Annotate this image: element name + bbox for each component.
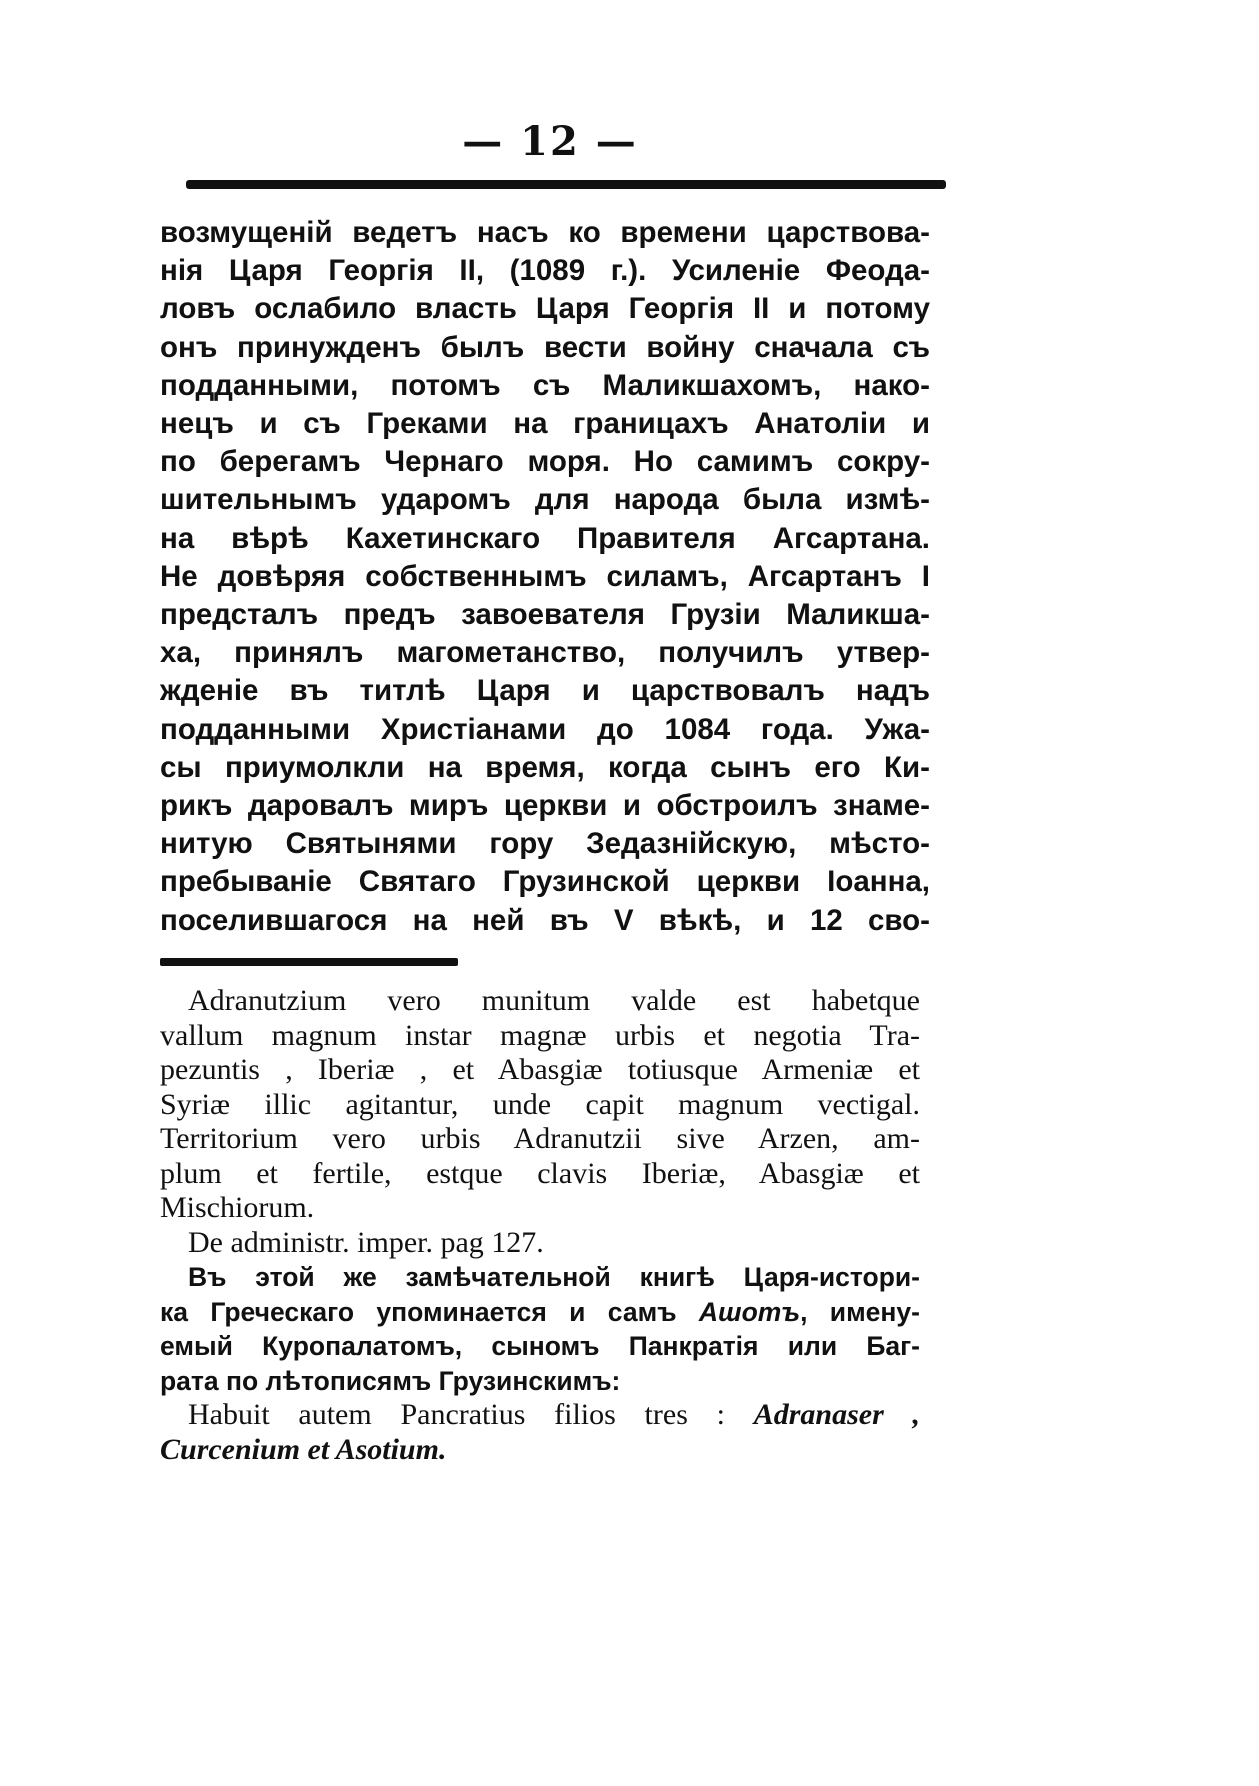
body-line: нитую Святынями гору Зедазнійскую, мѣсто- xyxy=(160,827,930,861)
footnote-russian-line: Въ этой же замѣчательной книгѣ Царя-истори- xyxy=(188,1262,920,1292)
body-line: поселившагося на ней въ V вѣкѣ, и 12 сво- xyxy=(160,903,930,937)
footnote-final-line xyxy=(160,1398,920,1433)
body-line: по берегамъ Чернаго моря. Но самимъ сокру- xyxy=(160,445,930,479)
footnote xyxy=(160,984,920,1467)
footnote-latin-line: vallum magnum instar magnæ urbis et negotia Tra- xyxy=(160,1018,920,1052)
body-line: жденіе въ титлѣ Царя и царствовалъ надъ xyxy=(160,674,930,708)
body-line: на вѣрѣ Кахетинскаго Правителя Агсартана. xyxy=(160,521,930,555)
body-line: сы приумолкли на время, когда сынъ его Ки- xyxy=(160,750,930,784)
body-line: подданными, потомъ съ Маликшахомъ, нако- xyxy=(160,368,930,402)
footnote-russian-line: емый Куропалатомъ, сыномъ Панкратія или Баг- xyxy=(160,1331,920,1361)
body-line: рикъ даровалъ миръ церкви и обстроилъ знаме- xyxy=(160,789,930,823)
footnote-latin-line: pezuntis , Iberiæ , et Abasgiæ totiusque Armeniæ et xyxy=(160,1053,920,1086)
header-rule xyxy=(186,180,946,189)
footnote-russian-line xyxy=(160,1295,920,1330)
footnote-source: De administr. imper. pag 127. xyxy=(188,1225,544,1259)
footnote-latin-line: Syriæ illic agitantur, unde capit magnum vectigal. xyxy=(160,1087,920,1121)
footnote-final-names: Curcenium et Asotium. xyxy=(160,1432,447,1466)
body-line: ловъ ослабило власть Царя Георгія II и потому xyxy=(160,292,930,326)
footnote-latin-line: Adranutzium vero munitum valde est habetque xyxy=(188,984,920,1017)
footnote-russian-text: , имену- xyxy=(800,1296,920,1327)
body-line: возмущеній ведетъ насъ ко времени царствова- xyxy=(160,216,930,249)
body-line: ха, принялъ магометанство, получилъ утвер- xyxy=(160,636,930,670)
footnote-russian-line: рата по лѣтописямъ Грузинскимъ: xyxy=(160,1365,621,1396)
body-line: предсталъ предъ завоевателя Грузіи Маликша- xyxy=(160,598,930,632)
footnote-russian-text: ка Греческаго упоминается и самъ xyxy=(160,1296,699,1327)
body-line: нецъ и съ Греками на границахъ Анатоліи и xyxy=(160,407,930,441)
page-number: — 12 — xyxy=(462,118,638,165)
footnote-final-line xyxy=(160,1433,920,1468)
body-line: онъ принужденъ былъ вести войну сначала съ xyxy=(160,330,930,364)
footnote-final-prefix: Habuit autem Pancratius filios tres : xyxy=(188,1398,754,1431)
footnote-name-ashot: Ашотъ xyxy=(698,1296,801,1327)
main-body-text xyxy=(160,214,930,940)
footnote-latin-line: Territorium vero urbis Adranutzii sive Arzen, am- xyxy=(160,1122,920,1155)
body-line: подданными Христіанами до 1084 года. Ужа- xyxy=(160,712,930,746)
body-line: шительнымъ ударомъ для народа была измѣ- xyxy=(160,483,930,517)
footnote-final-names: Adranaser , xyxy=(753,1398,920,1431)
footnote-latin-line: plum et fertile, estque clavis Iberiæ, Abasgiæ et xyxy=(160,1156,920,1190)
body-line: нія Царя Георгія II, (1089 г.). Усиленіе Феода- xyxy=(160,254,930,288)
body-line: Не довѣряя собственнымъ силамъ, Агсартанъ I xyxy=(160,559,930,593)
footnote-latin-line: Mischiorum. xyxy=(160,1191,315,1224)
body-line: пребываніе Святаго Грузинской церкви Іоанна, xyxy=(160,865,930,899)
footnote-rule xyxy=(160,958,458,966)
